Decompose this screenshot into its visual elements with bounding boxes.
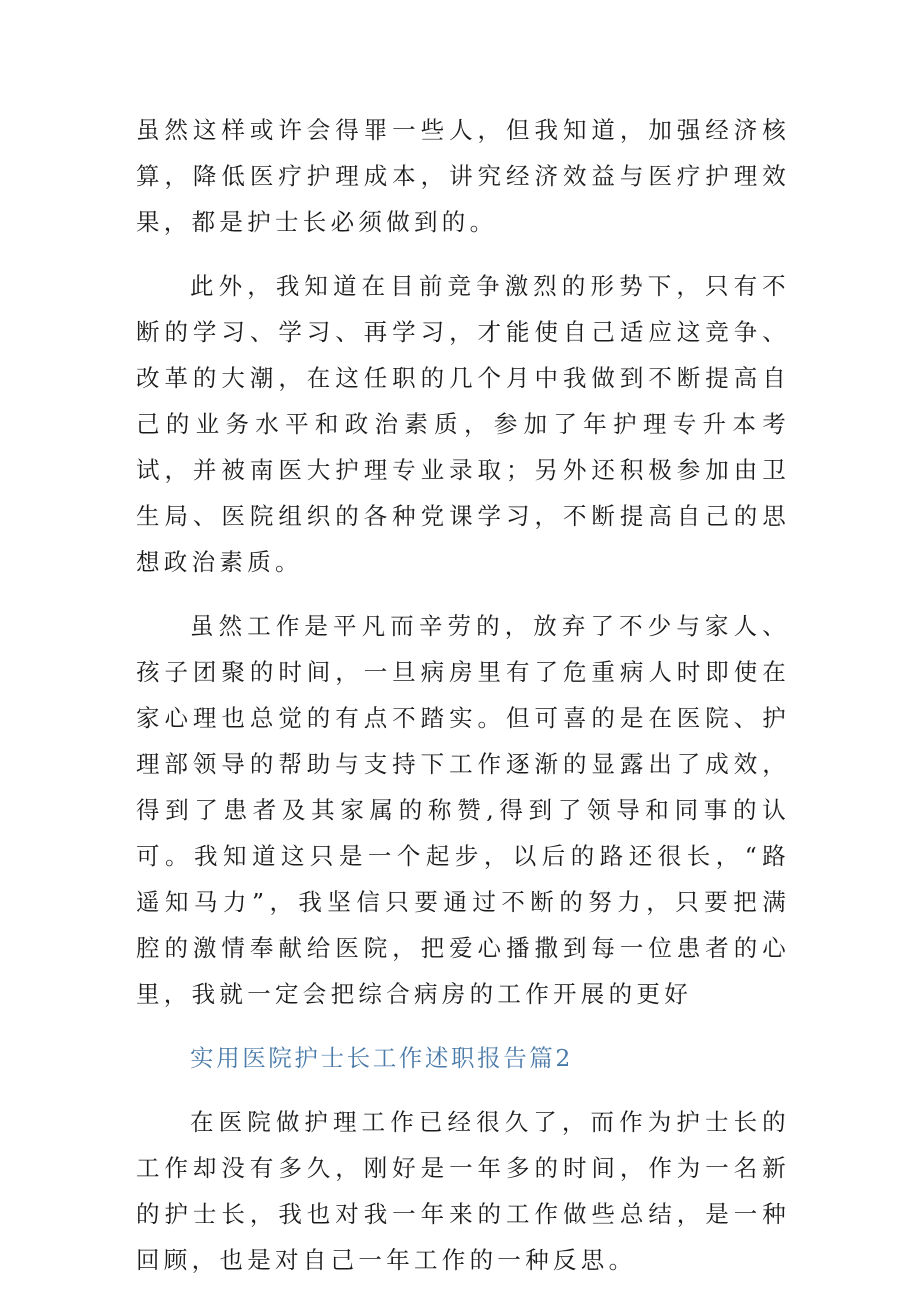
paragraph-4: 在医院做护理工作已经很久了，而作为护士长的工作却没有多久，刚好是一年多的时间，作为一名新的护士长，我也对我一年来的工作做些总结，是一种回顾，也是对自己一年工作的一种反思。 [136, 1108, 790, 1274]
paragraph-2: 此外，我知道在目前竞争激烈的形势下，只有不断的学习、学习、再学习，才能使自己适应这竞争、改革的大潮，在这任职的几个月中我做到不断提高自己的业务水平和政治素质，参加了年护理专升本考试，并被南医大护理专业录取；另外还积极参加由卫生局、医院组织的各种党课学习，不断提高自己的思想政治素质。 [136, 272, 790, 576]
paragraph-gap [136, 1017, 790, 1035]
document-body [136, 107, 790, 1283]
paragraph-3: 虽然工作是平凡而辛劳的，放弃了不少与家人、孩子团聚的时间，一旦病房里有了危重病人时即使在家心理也总觉的有点不踏实。但可喜的是在医院、护理部领导的帮助与支持下工作逐渐的显露出了成效，得到了患者及其家属的称赞,得到了领导和同事的认可。我知道这只是一个起步，以后的路还很长，“路遥知马力”，我坚信只要通过不断的努力，只要把满腔的激情奉献给医院，把爱心播撒到每一位患者的心里，我就一定会把综合病房的工作开展的更好 [136, 612, 790, 1008]
paragraph-gap [136, 245, 790, 263]
section-heading: 实用医院护士长工作述职报告篇2 [190, 1044, 573, 1072]
paragraph-1: 虽然这样或许会得罪一些人，但我知道，加强经济核算，降低医疗护理成本，讲究经济效益与医疗护理效果，都是护士长必须做到的。 [136, 116, 790, 236]
paragraph-gap [136, 1081, 790, 1099]
paragraph-gap [136, 585, 790, 603]
